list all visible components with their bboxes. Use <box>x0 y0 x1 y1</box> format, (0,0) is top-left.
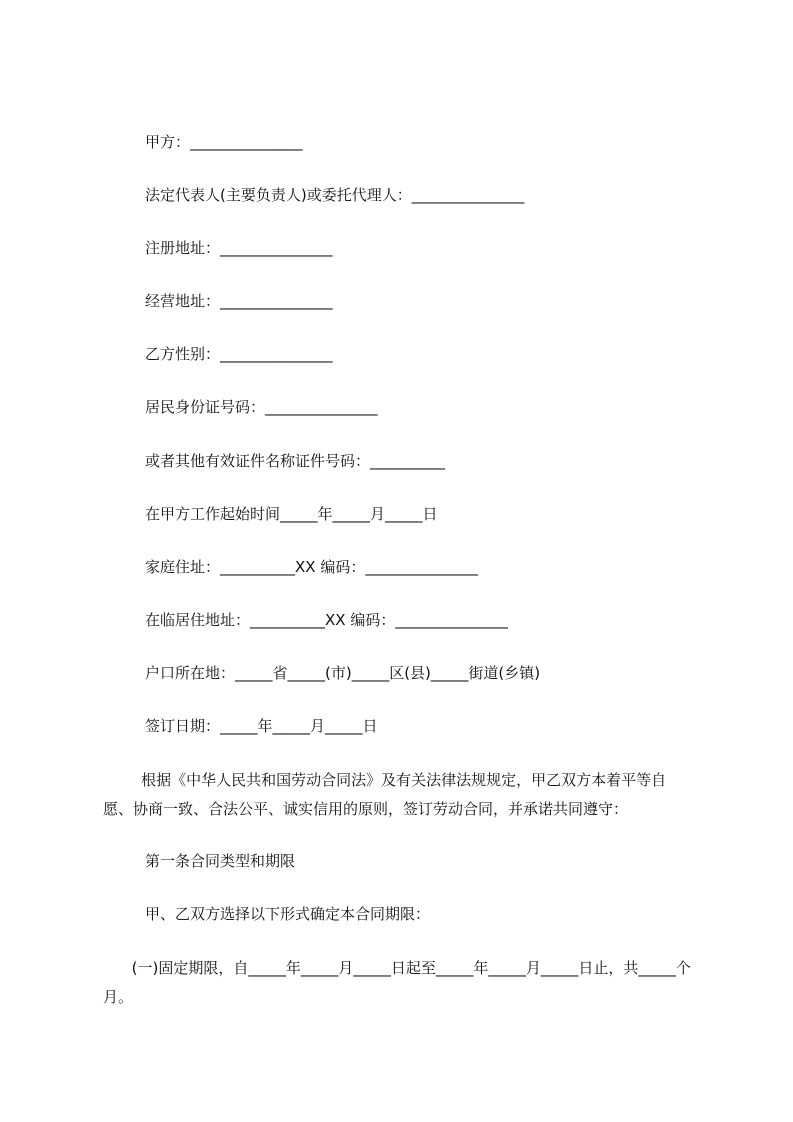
party-b-gender-field: 乙方性别：_______________ <box>145 345 333 363</box>
home-address-field: 家庭住址：__________XX 编码：_______________ <box>145 558 478 576</box>
temporary-address-field: 在临居住地址：__________XX 编码：_______________ <box>145 611 508 629</box>
work-start-date-field: 在甲方工作起始时间_____年_____月_____日 <box>145 505 438 523</box>
article-title: 第一条合同类型和期限 <box>145 852 296 870</box>
clause-fixed-term: (一)固定期限，自_____年_____月_____日起至_____年_____月_____日止，共_____个月。 <box>103 959 691 1006</box>
signing-date-field: 签订日期：_____年_____月_____日 <box>145 717 378 735</box>
article-intro: 甲、乙双方选择以下形式确定本合同期限： <box>145 905 431 923</box>
household-registration-field: 户口所在地：_____省_____(市)_____区(县)_____街道(乡镇) <box>145 664 541 682</box>
party-a-field: 甲方：_______________ <box>145 133 303 151</box>
registered-address-field: 注册地址：_______________ <box>145 239 333 257</box>
id-number-field: 居民身份证号码：_______________ <box>145 398 378 416</box>
other-certificate-field: 或者其他有效证件名称证件号码：__________ <box>145 452 446 470</box>
legal-representative-field: 法定代表人(主要负责人)或委托代理人：_______________ <box>145 186 525 204</box>
intro-paragraph: 根据《中华人民共和国劳动合同法》及有关法律法规规定，甲乙双方本着平等自愿、协商一致、合法公平、诚实信用的原则，签订劳动合同，并承诺共同遵守： <box>103 771 667 818</box>
business-address-field: 经营地址：_______________ <box>145 292 333 310</box>
